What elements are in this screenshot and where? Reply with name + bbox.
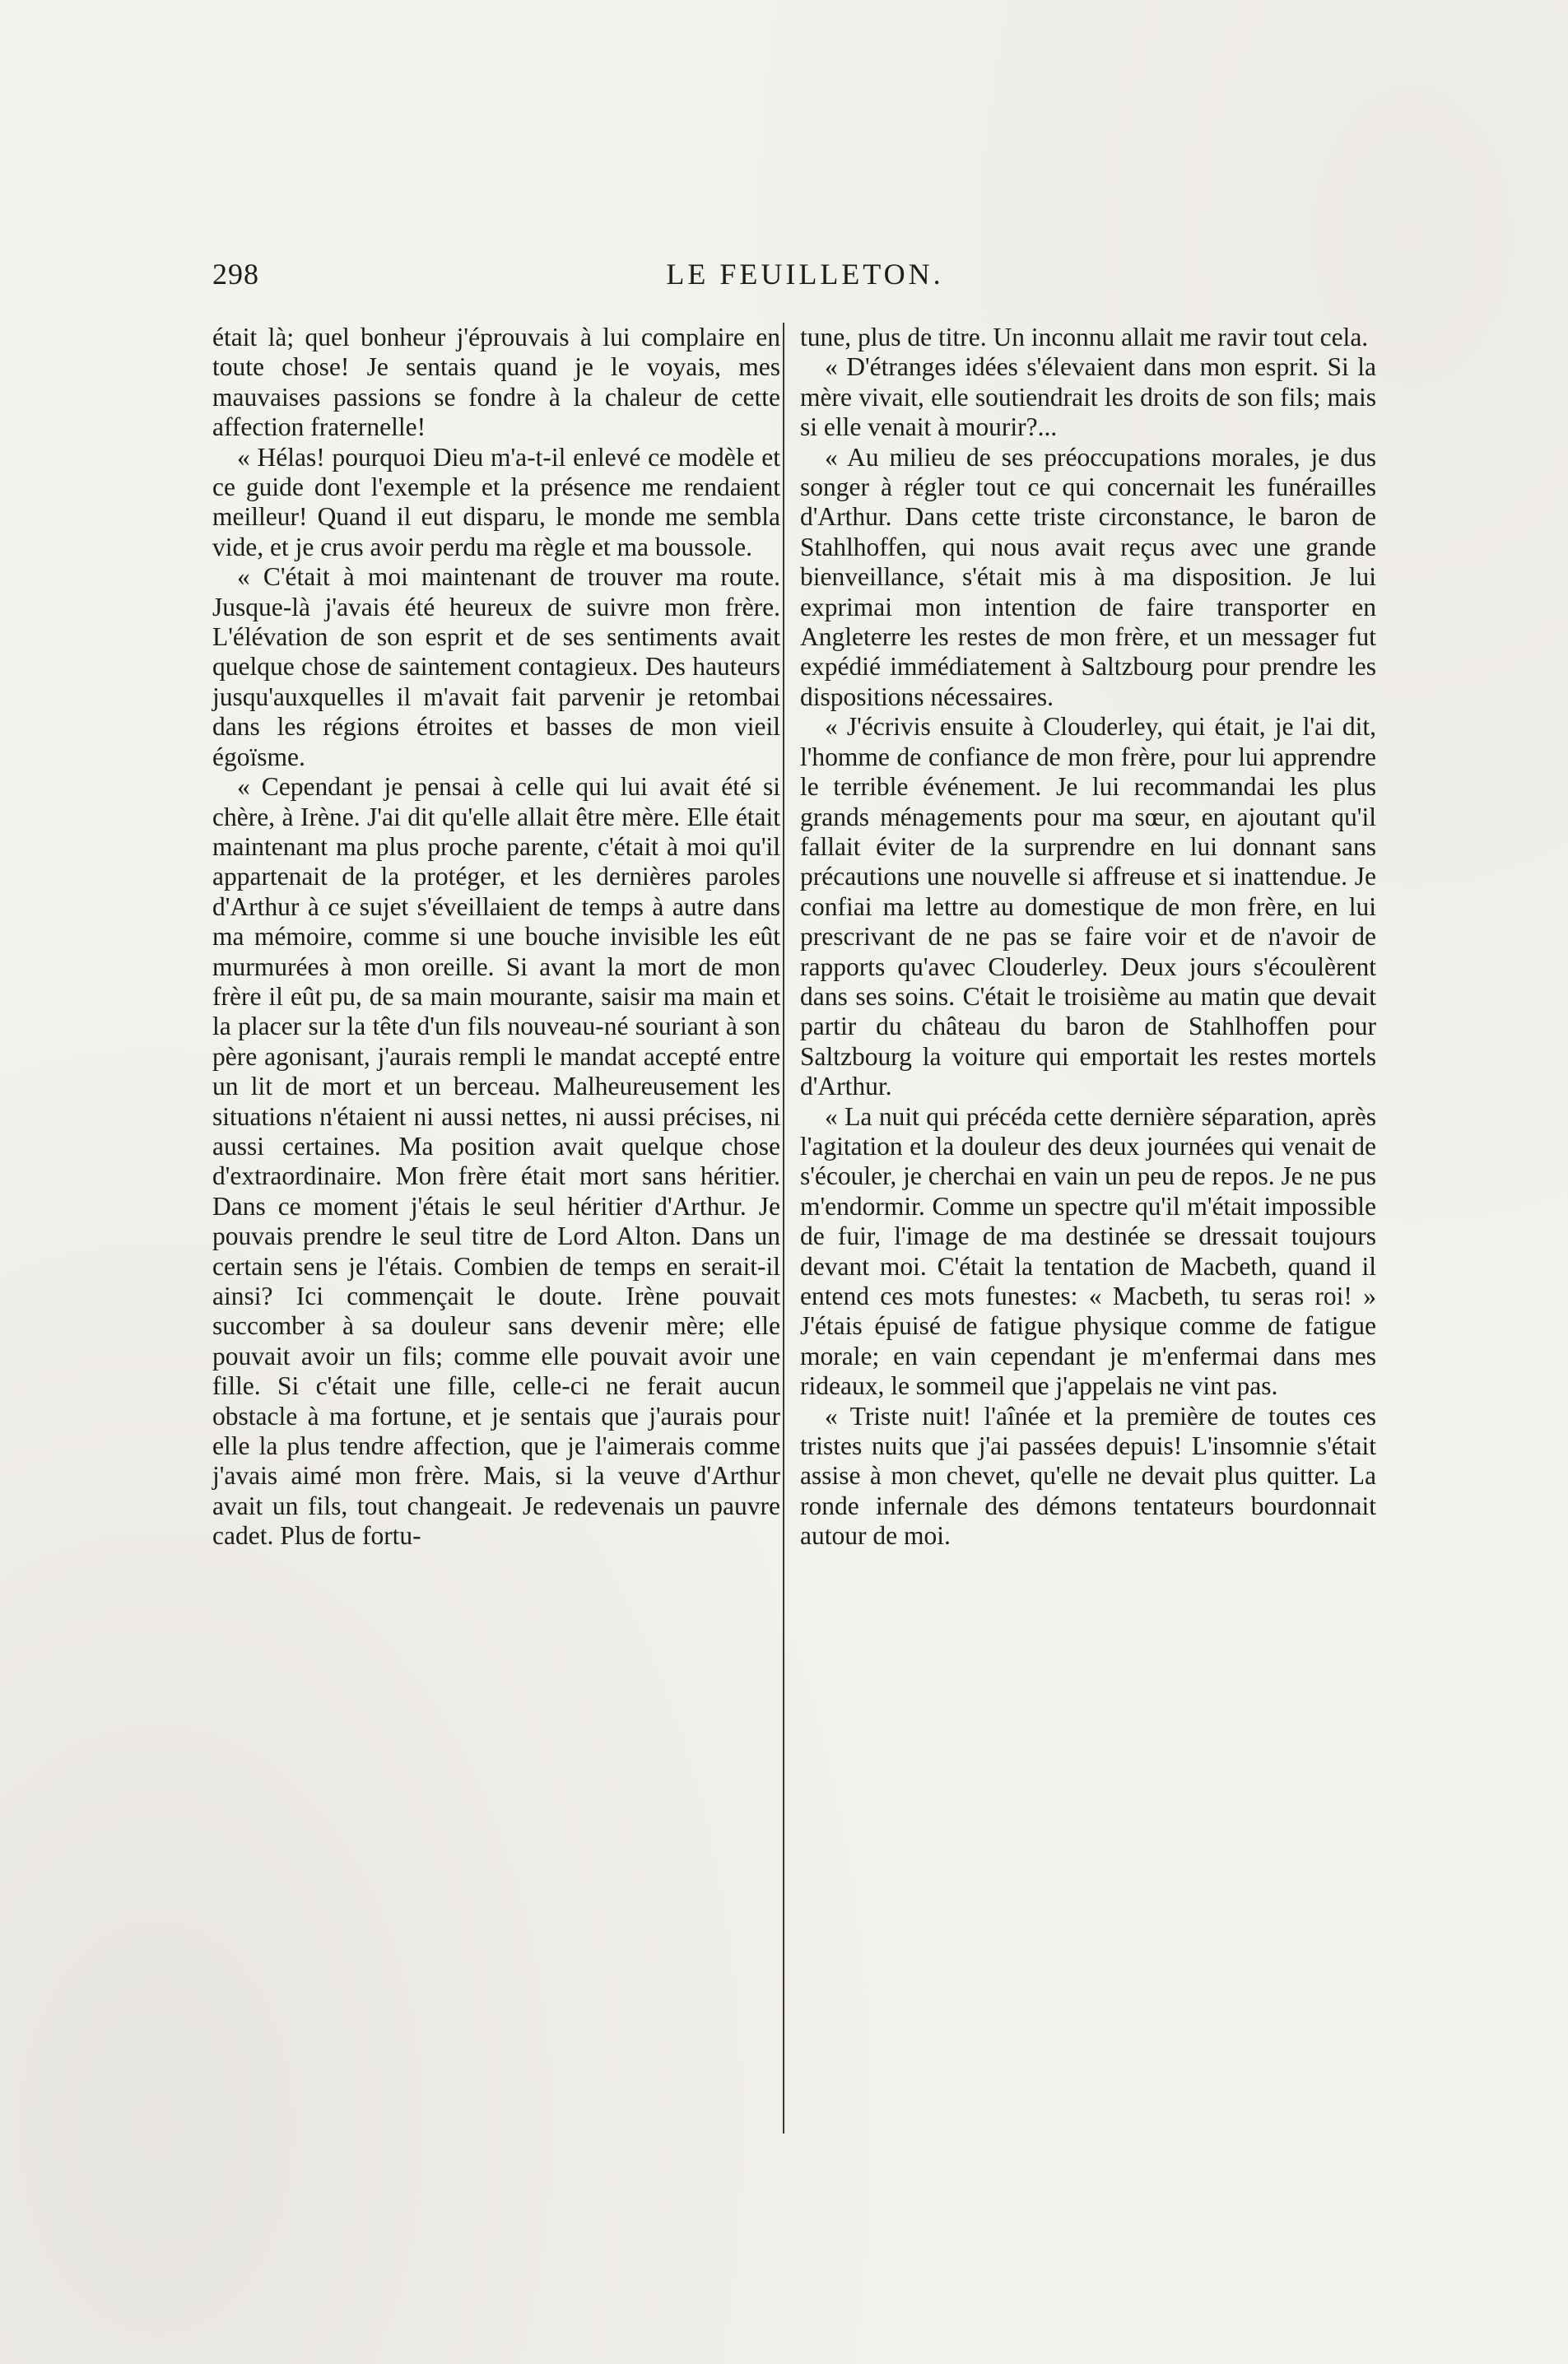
running-title: LE FEUILLETON. — [666, 258, 944, 291]
paragraph: « Hélas! pourquoi Dieu m'a-t-il enlevé ce modèle et ce guide dont l'exemple et la présence me rendaient meilleur! Quand il eut disparu, le monde me sembla vide, et je crus avoir perdu ma règle et ma boussole. — [212, 442, 780, 561]
column-rule — [783, 323, 784, 2134]
page-header — [212, 257, 1398, 298]
paragraph: « La nuit qui précéda cette dernière séparation, après l'agitation et la douleur des deux journées qui venait de s'écouler, je cherchai en vain un peu de repos. Je ne pus m'endormir. Comme un spectre qu'il m'était impossible de fuir, l'image de ma destinée se dressait toujours devant moi. C'était la tentation de Macbeth, quand il entend ces mots funestes: « Macbeth, tu seras roi! » J'étais épuisé de fatigue physique comme de fatigue morale; en vain cependant je m'enfermai dans mes rideaux, le sommeil que j'appelais ne vint pas. — [800, 1101, 1376, 1401]
left-column — [212, 323, 780, 1552]
right-column — [800, 323, 1376, 1552]
page-number: 298 — [212, 258, 259, 291]
paragraph: était là; quel bonheur j'éprouvais à lui complaire en toute chose! Je sentais quand je le voyais, mes mauvaises passions se fondre à la chaleur de cette affection fraternelle! — [212, 323, 780, 442]
paragraph: « C'était à moi maintenant de trouver ma route. Jusque-là j'avais été heureux de suivre mon frère. L'élévation de son esprit et de ses sentiments avait quelque chose de saintement contagieux. Des hauteurs jusqu'auxquelles il m'avait fait parvenir je retombai dans les régions étroites et basses de mon vieil égoïsme. — [212, 562, 780, 771]
paragraph: « D'étranges idées s'élevaient dans mon esprit. Si la mère vivait, elle soutiendrait les droits de son fils; mais si elle venait à mourir?... — [800, 352, 1376, 442]
paragraph: « Cependant je pensai à celle qui lui avait été si chère, à Irène. J'ai dit qu'elle allait être mère. Elle était maintenant ma plus proche parente, c'était à moi qu'il appartenait de la protéger, et les dernières paroles d'Arthur à ce sujet s'éveillaient de temps à autre dans ma mémoire, comme si une bouche invisible les eût murmurées à mon oreille. Si avant la mort de mon frère il eût pu, de sa main mourante, saisir ma main et la placer sur la tête d'un fils nouveau-né souriant à son père agonisant, j'aurais rempli le mandat accepté entre un lit de mort et un berceau. Malheureusement les situations n'étaient ni aussi nettes, ni aussi précises, ni aussi certaines. Ma position avait quelque chose d'extraordinaire. Mon frère était mort sans héritier. Dans ce moment j'étais le seul héritier d'Arthur. Je pouvais prendre le seul titre de Lord Alton. Dans un certain sens je l'étais. Combien de temps en serait-il ainsi? Ici commençait le doute. Irène pouvait succomber à sa douleur sans devenir mère; elle pouvait avoir un fils; comme elle pouvait avoir une fille. Si c'était une fille, celle-ci ne ferait aucun obstacle à ma fortune, et je sentais que j'aurais pour elle la plus tendre affection, que je l'aimerais comme j'avais aimé mon frère. Mais, si la veuve d'Arthur avait un fils, tout changeait. Je redevenais un pauvre cadet. Plus de fortu- — [212, 772, 780, 1551]
paragraph: « Au milieu de ses préoccupations morales, je dus songer à régler tout ce qui concernait les funérailles d'Arthur. Dans cette triste circonstance, le baron de Stahlhoffen, qui nous avait reçus avec une grande bienveillance, s'était mis à ma disposition. Je lui exprimai mon intention de faire transporter en Angleterre les restes de mon frère, et un messager fut expédié immédiatement à Saltzbourg pour prendre les dispositions nécessaires. — [800, 442, 1376, 711]
paragraph: « J'écrivis ensuite à Clouderley, qui était, je l'ai dit, l'homme de confiance de mon frère, pour lui apprendre le terrible événement. Je lui recommandai les plus grands ménagements pour ma sœur, en ajoutant qu'il fallait éviter de la surprendre en lui donnant sans précautions une nouvelle si affreuse et si inattendue. Je confiai ma lettre au domestique de mon frère, en lui prescrivant de ne pas se faire voir et de n'avoir de rapports qu'avec Clouderley. Deux jours s'écoulèrent dans ses soins. C'était le troisième au matin que devait partir du château du baron de Stahlhoffen pour Saltzbourg la voiture qui emportait les restes mortels d'Arthur. — [800, 712, 1376, 1101]
paragraph: tune, plus de titre. Un inconnu allait me ravir tout cela. — [800, 323, 1369, 351]
paragraph: « Triste nuit! l'aînée et la première de toutes ces tristes nuits que j'ai passées depuis! L'insomnie s'était assise à mon chevet, qu'elle ne devait plus quitter. La ronde infernale des démons tentateurs bourdonnait autour de moi. — [800, 1401, 1376, 1551]
